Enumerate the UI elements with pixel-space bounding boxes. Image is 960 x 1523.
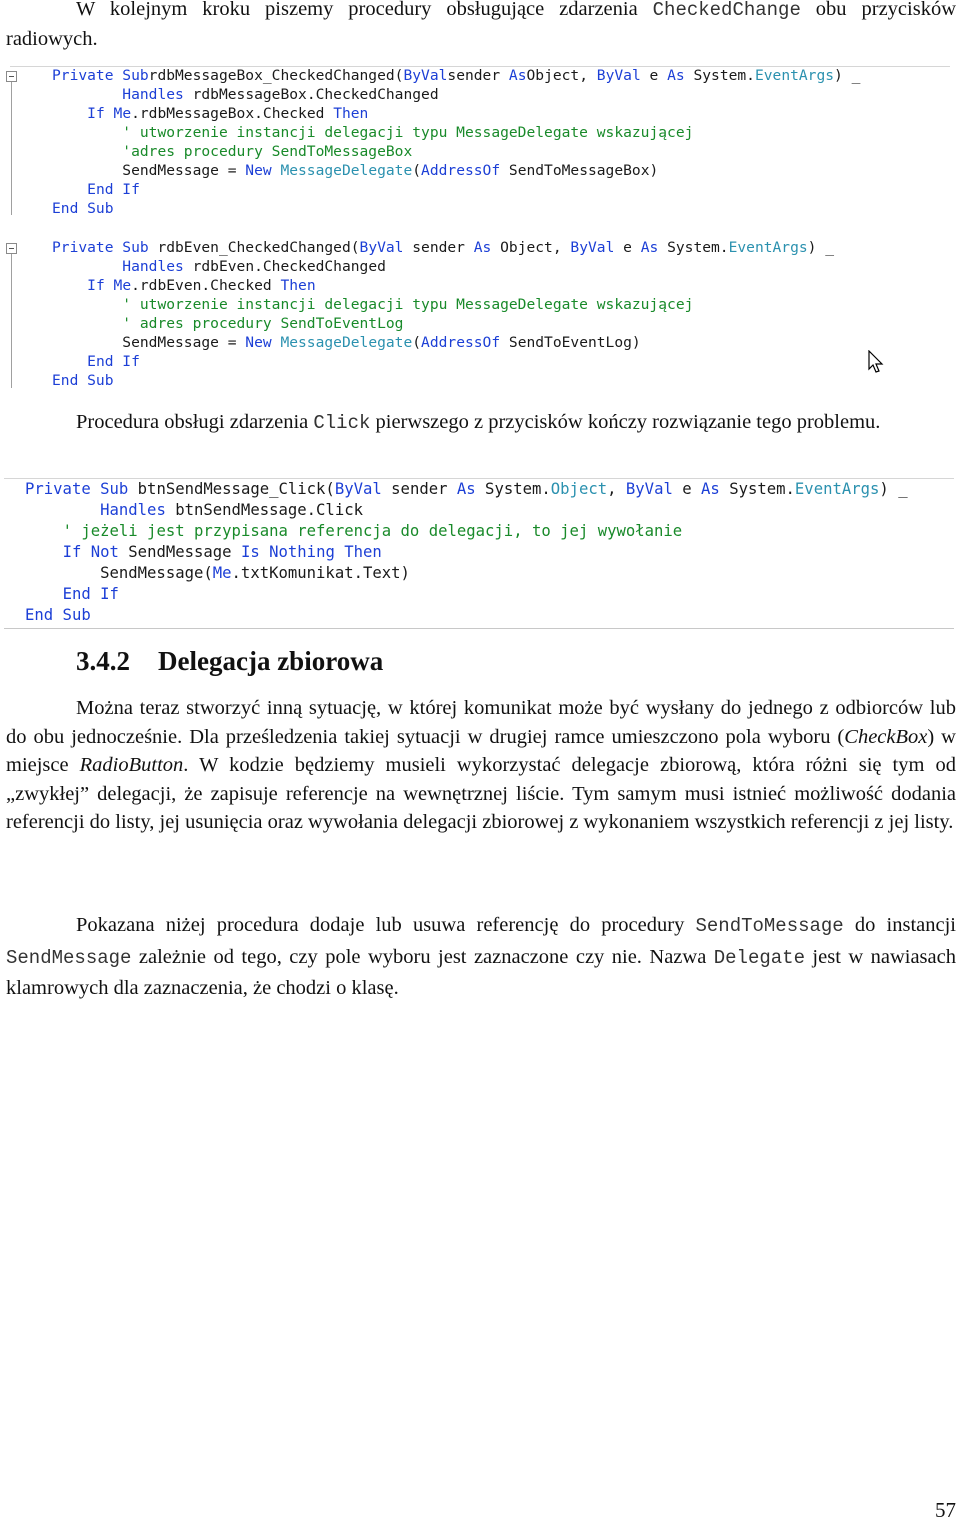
code-token: ' utworzenie instancji delegacji typu MessageDelegate wskazującej: [122, 124, 694, 141]
code-token: [52, 258, 122, 275]
code-token: SendMessage =: [52, 162, 246, 179]
code-token: [25, 501, 100, 519]
intro-paragraph: W kolejnym kroku piszemy procedury obsługujące zdarzenia CheckedChange obu przycisków radiowych.: [6, 0, 956, 50]
code-token: [52, 296, 122, 313]
code-token: SendToEventLog): [500, 334, 641, 351]
code-line: [25, 543, 382, 562]
code-token: EventArgs: [754, 67, 835, 84]
code-line: [52, 199, 114, 218]
code-token: [25, 585, 63, 603]
code-token: ' jeżeli jest przypisana referencja do delegacji, to jej wywołanie: [62, 522, 683, 540]
code-token: MessageDelegate: [280, 334, 413, 351]
code-token: [52, 353, 87, 370]
code-token: (: [412, 334, 422, 351]
code-line: [25, 522, 682, 541]
code-token: btnSendMessage_Click(: [128, 480, 335, 498]
code-token: e: [614, 239, 641, 256]
code-line: [52, 123, 693, 142]
code-token: [52, 181, 87, 198]
code-token: ByVal: [403, 67, 448, 84]
code-token: If Not: [62, 543, 119, 561]
code-token: [52, 315, 122, 332]
code-token: End Sub: [52, 372, 114, 389]
code-line: [52, 352, 140, 371]
code-token: [105, 105, 114, 122]
code-token: Is Nothing Then: [240, 543, 382, 561]
code-token: sender: [403, 239, 474, 256]
code-token: AddressOf: [421, 162, 501, 179]
code-token: New: [245, 334, 272, 351]
code-line: [52, 85, 439, 104]
collapse-icon[interactable]: [6, 71, 17, 82]
click-paragraph: Procedura obsługi zdarzenia Click pierwszego z przycisków kończy rozwiązanie tego problemu.: [76, 411, 881, 434]
code-line: [52, 257, 386, 276]
code-line: [52, 104, 368, 123]
code-token: AddressOf: [421, 334, 501, 351]
inline-code: CheckedChange: [652, 0, 801, 21]
code-token: As: [508, 67, 527, 84]
mouse-cursor-icon: [868, 350, 884, 374]
code-line: [25, 564, 410, 583]
code-token: As: [701, 480, 720, 498]
code-token: [105, 277, 114, 294]
code-token: ' utworzenie instancji delegacji typu MessageDelegate wskazującej: [122, 296, 694, 313]
code-token: Private Sub: [52, 67, 149, 84]
code-token: Private Sub: [25, 480, 129, 498]
code-token: ByVal: [359, 239, 404, 256]
code-token: System.: [719, 480, 795, 498]
code-token: sender: [447, 67, 509, 84]
code-token: Handles: [122, 86, 184, 103]
code-token: .rdbEven.Checked: [131, 277, 281, 294]
code-token: MessageDelegate: [280, 162, 413, 179]
code-token: [52, 143, 122, 160]
code-token: If: [87, 277, 105, 294]
code-token: e: [672, 480, 702, 498]
inline-code: Click: [313, 412, 371, 434]
code-token: ) _: [807, 239, 835, 256]
last-paragraph: Pokazana niżej procedura dodaje lub usuwa referencję do procedury SendToMessage do instancji SendMessage zależnie od tego, czy pole wyboru jest zaznaczone czy nie. Nazwa Delegate jest w nawiasach klamrowych dla zaznaczenia, że chodzi o klasę.: [6, 914, 956, 999]
code-token: Object,: [526, 67, 597, 84]
code-token: [25, 522, 63, 540]
code-token: Private Sub: [52, 239, 149, 256]
code-token: SendMessage: [118, 543, 241, 561]
code-divider: [4, 628, 954, 629]
code-token: rdbEven.CheckedChanged: [183, 258, 386, 275]
code-line: [52, 66, 860, 85]
fold-line: [11, 82, 12, 215]
code-token: ByVal: [334, 480, 382, 498]
code-line: [52, 314, 403, 333]
code-line: [25, 480, 908, 499]
code-token: Then: [280, 277, 316, 294]
code-token: EventArgs: [794, 480, 880, 498]
section-paragraph: Można teraz stworzyć inną sytuację, w której komunikat może być wysłany do jednego z odbiorców lub do obu jednocześnie. Dla prześledzenia takiej sytuacji w drugiej ramce umieszczono pola wyboru (CheckBox) w miejsce RadioButton. W kodzie będziemy musieli wykorzystać delegacje zbiorową, która różni się tym od „zwykłej” delegacji, że zapisuje referencje na wewnętrznej liście. Tym samym musi istnieć możliwość dodania referencji do listy, jej usunięcia oraz wywołania delegacji zbiorowej z wykonaniem wszystkich referencji z jej listy.: [6, 697, 956, 833]
code-token: Me: [113, 277, 132, 294]
code-token: End Sub: [52, 200, 114, 217]
code-token: (: [412, 162, 422, 179]
code-token: 'adres procedury SendToMessageBox: [122, 143, 413, 160]
code-token: Object: [550, 480, 608, 498]
code-line: [52, 333, 641, 352]
code-token: As: [456, 480, 476, 498]
code-token: .txtKomunikat.Text): [231, 564, 410, 582]
code-token: [52, 124, 122, 141]
code-token: e: [640, 67, 668, 84]
code-token: [52, 86, 122, 103]
code-token: Handles: [122, 258, 184, 275]
code-token: ByVal: [570, 239, 615, 256]
inline-code: SendMessage: [6, 946, 132, 969]
section-heading: [76, 646, 383, 677]
code-token: Me: [212, 564, 232, 582]
code-token: [52, 105, 87, 122]
code-line: [52, 371, 114, 390]
code-token: Object,: [491, 239, 571, 256]
code-token: End If: [87, 353, 140, 370]
code-line: [52, 142, 412, 161]
code-line: [25, 501, 363, 520]
section-title: Delegacja zbiorowa: [158, 646, 384, 676]
code-token: System.: [684, 67, 755, 84]
code-token: Handles: [100, 501, 166, 519]
code-token: [25, 543, 63, 561]
collapse-icon[interactable]: [6, 243, 17, 254]
code-line: [25, 606, 91, 625]
code-token: If: [87, 105, 105, 122]
code-token: rdbEven_CheckedChanged(: [148, 239, 360, 256]
code-divider: [4, 478, 954, 479]
code-token: End If: [87, 181, 140, 198]
code-token: ' adres procedury SendToEventLog: [122, 315, 404, 332]
code-token: ) _: [879, 480, 908, 498]
code-line: [52, 276, 316, 295]
code-token: As: [667, 67, 685, 84]
inline-code: Delegate: [713, 946, 805, 969]
code-token: Then: [333, 105, 369, 122]
code-token: ) _: [834, 67, 861, 84]
code-token: System.: [475, 480, 551, 498]
fold-line: [11, 254, 12, 388]
code-token: ,: [607, 480, 626, 498]
code-token: As: [640, 239, 659, 256]
code-line: [52, 161, 658, 180]
code-token: btnSendMessage.Click: [165, 501, 363, 519]
page-number: 57: [935, 1498, 956, 1522]
code-line: [52, 238, 834, 257]
code-token: .rdbMessageBox.Checked: [131, 105, 334, 122]
code-token: SendToMessageBox): [500, 162, 659, 179]
code-token: rdbMessageBox.CheckedChanged: [183, 86, 439, 103]
code-token: End Sub: [25, 606, 91, 624]
code-line: [52, 295, 693, 314]
code-token: sender: [381, 480, 457, 498]
code-line: [25, 585, 119, 604]
code-token: System.: [658, 239, 729, 256]
code-token: As: [473, 239, 492, 256]
code-token: rdbMessageBox_CheckedChanged(: [148, 67, 404, 84]
code-token: SendMessage =: [52, 334, 246, 351]
code-token: EventArgs: [728, 239, 808, 256]
section-number: 3.4.2: [76, 646, 130, 676]
code-token: ByVal: [625, 480, 673, 498]
code-token: End If: [62, 585, 119, 603]
inline-code: SendToMessage: [695, 915, 844, 937]
code-token: [52, 277, 87, 294]
code-token: SendMessage(: [25, 564, 213, 582]
code-token: New: [245, 162, 272, 179]
code-token: ByVal: [596, 67, 641, 84]
code-line: [52, 180, 140, 199]
code-token: Me: [113, 105, 132, 122]
